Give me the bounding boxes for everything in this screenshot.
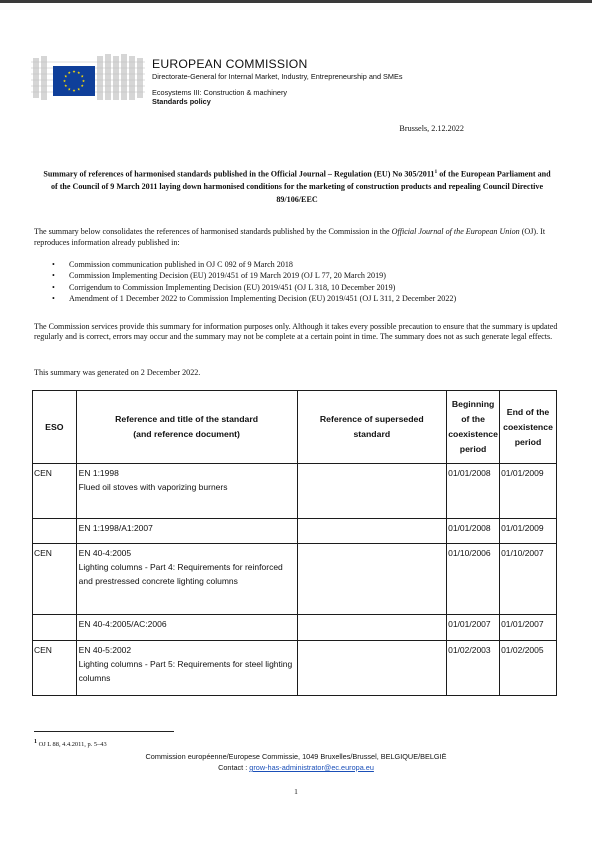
reference-cell: [77, 641, 297, 685]
bullet-icon: •: [52, 293, 55, 303]
begin-date-cell: 01/01/2007: [448, 619, 491, 629]
bullet-icon: •: [52, 260, 55, 269]
superseded-cell: [298, 641, 447, 643]
header-superseded: [297, 391, 447, 464]
header-eso: ESO: [33, 391, 77, 464]
eso-cell: CEN: [34, 548, 52, 558]
document-title: [40, 166, 554, 207]
header-reference-line: Reference and title of the standard: [115, 414, 259, 424]
intro-text: The summary below consolidates the references of harmonised standards published by the Commission in the: [34, 227, 392, 236]
table-row: [33, 615, 557, 641]
header-beginning: [447, 391, 500, 464]
list-item: [52, 259, 456, 270]
eso-cell: CEN: [34, 645, 52, 655]
begin-date-cell: 01/01/2008: [448, 523, 491, 533]
end-date-cell: 01/01/2009: [501, 468, 544, 478]
list-item: [52, 270, 456, 281]
list-item: [52, 282, 456, 293]
superseded-cell: [298, 519, 447, 521]
table-row: [33, 464, 557, 519]
contact-label: Contact :: [218, 763, 250, 772]
generated-date-note: This summary was generated on 2 December 2022.: [34, 368, 201, 377]
standard-title: Flued oil stoves with vaporizing burners: [78, 482, 228, 492]
standard-reference: EN 1:1998: [78, 468, 119, 478]
reference-cell: [77, 519, 297, 535]
footnote-reference[interactable]: 1: [434, 169, 438, 175]
header-reference-line: (and reference document): [133, 429, 240, 439]
standard-title: Lighting columns - Part 4: Requirements for reinforced and prestressed concrete lighting columns: [78, 562, 283, 586]
table-header-row: [33, 391, 557, 464]
footnote-text: OJ L 88, 4.4.2011, p. 5–43: [37, 741, 107, 749]
footnote-divider: [34, 731, 174, 732]
eu-flag-icon: [53, 66, 95, 96]
begin-date-cell: 01/02/2003: [448, 645, 491, 655]
table-row: [33, 544, 557, 615]
end-date-cell: 01/10/2007: [501, 548, 544, 558]
standard-reference: EN 40-5:2002: [78, 645, 132, 655]
standard-reference: EN 1:1998/A1:2007: [78, 523, 153, 533]
list-item-text: Corrigendum to Commission Implementing Decision (EU) 2019/451 (OJ L 318, 10 December 2019): [69, 282, 396, 292]
list-item-text: Commission Implementing Decision (EU) 2019/451 of 19 March 2019 (OJ L 77, 20 March 2019): [69, 271, 386, 281]
standard-reference: EN 40-4:2005: [78, 548, 132, 558]
header-beginning-line: Beginning: [451, 399, 495, 409]
table-row: [33, 519, 557, 544]
source-list: [52, 259, 456, 304]
eso-cell: CEN: [34, 468, 52, 478]
title-part-2: of the European Parliament and of the Council of 9 March 2011 laying down harmonised conditions for the marketing of construction products and repealing Council Directive 89/106/EEC: [50, 169, 551, 205]
header-beginning-line: of the: [461, 414, 485, 424]
european-commission-logo: [31, 48, 145, 106]
list-item-text: Amendment of 1 December 2022 to Commission Implementing Decision (EU) 2019/451 (OJ L 311, 2 December 2022): [69, 293, 457, 303]
intro-italic-text: Official Journal of the European Union: [391, 227, 520, 236]
superseded-cell: [298, 615, 447, 617]
page-number: 1: [294, 787, 298, 796]
contact-email-link[interactable]: grow-has-administrator@ec.europa.eu: [249, 763, 374, 772]
superseded-cell: [298, 544, 447, 546]
eso-cell: [33, 615, 76, 617]
disclaimer-paragraph: The Commission services provide this summary for information purposes only. Although it takes every possible precaution to ensure that the summary is updated regularly and is correct, errors may occur and the summary may not be complete at a certain point in time. The summary does not as such generate legal effects.: [34, 322, 558, 342]
standards-table: [32, 390, 557, 696]
header-end-line: period: [514, 436, 542, 447]
header-superseded-line: standard: [353, 429, 391, 439]
list-item-text: Commission communication published in OJ C 092 of 9 March 2018: [69, 260, 293, 269]
list-item: [52, 293, 456, 304]
intro-text-end: (OJ). It reproduces information already published in:: [34, 227, 546, 248]
end-date-cell: 01/01/2009: [501, 523, 544, 533]
footnote: [34, 739, 107, 748]
team-name: Standards policy: [152, 97, 211, 106]
bullet-icon: •: [52, 271, 55, 281]
header-reference: [76, 391, 297, 464]
footnote-mark: 1: [34, 739, 37, 745]
reference-cell: [77, 615, 297, 631]
intro-paragraph: [34, 226, 558, 249]
table-row: [33, 641, 557, 696]
reference-cell: [77, 544, 297, 588]
header-beginning-line: period: [459, 444, 487, 454]
begin-date-cell: 01/01/2008: [448, 468, 491, 478]
footer-contact: [0, 763, 592, 772]
end-date-cell: 01/02/2005: [501, 645, 544, 655]
header-beginning-line: coexistence: [448, 429, 498, 439]
begin-date-cell: 01/10/2006: [448, 548, 491, 558]
organisation-name: EUROPEAN COMMISSION: [152, 57, 308, 71]
bullet-icon: •: [52, 282, 55, 292]
header-end-line: coexistence: [503, 421, 553, 432]
header-end: [500, 391, 557, 464]
footer-address: Commission européenne/Europese Commissie, 1049 Bruxelles/Brussel, BELGIQUE/BELGIË: [145, 752, 447, 761]
eso-cell: [33, 519, 76, 521]
standard-title: Lighting columns - Part 5: Requirements for steel lighting columns: [78, 659, 293, 683]
document-date: Brussels, 2.12.2022: [399, 124, 464, 133]
header-superseded-line: Reference of superseded: [319, 414, 424, 424]
reference-cell: [77, 464, 297, 494]
end-date-cell: 01/01/2007: [501, 619, 544, 629]
standard-reference: EN 40-4:2005/AC:2006: [78, 619, 167, 629]
directorate-general: Directorate-General for Internal Market, Industry, Entrepreneurship and SMEs: [152, 72, 403, 81]
title-part-1: Summary of references of harmonised standards published in the Official Journal – Regulation (EU) No 305/2011: [43, 169, 435, 179]
superseded-cell: [298, 464, 447, 466]
unit-name: Ecosystems III: Construction & machinery: [152, 88, 288, 97]
header-end-line: End of the: [506, 406, 550, 417]
